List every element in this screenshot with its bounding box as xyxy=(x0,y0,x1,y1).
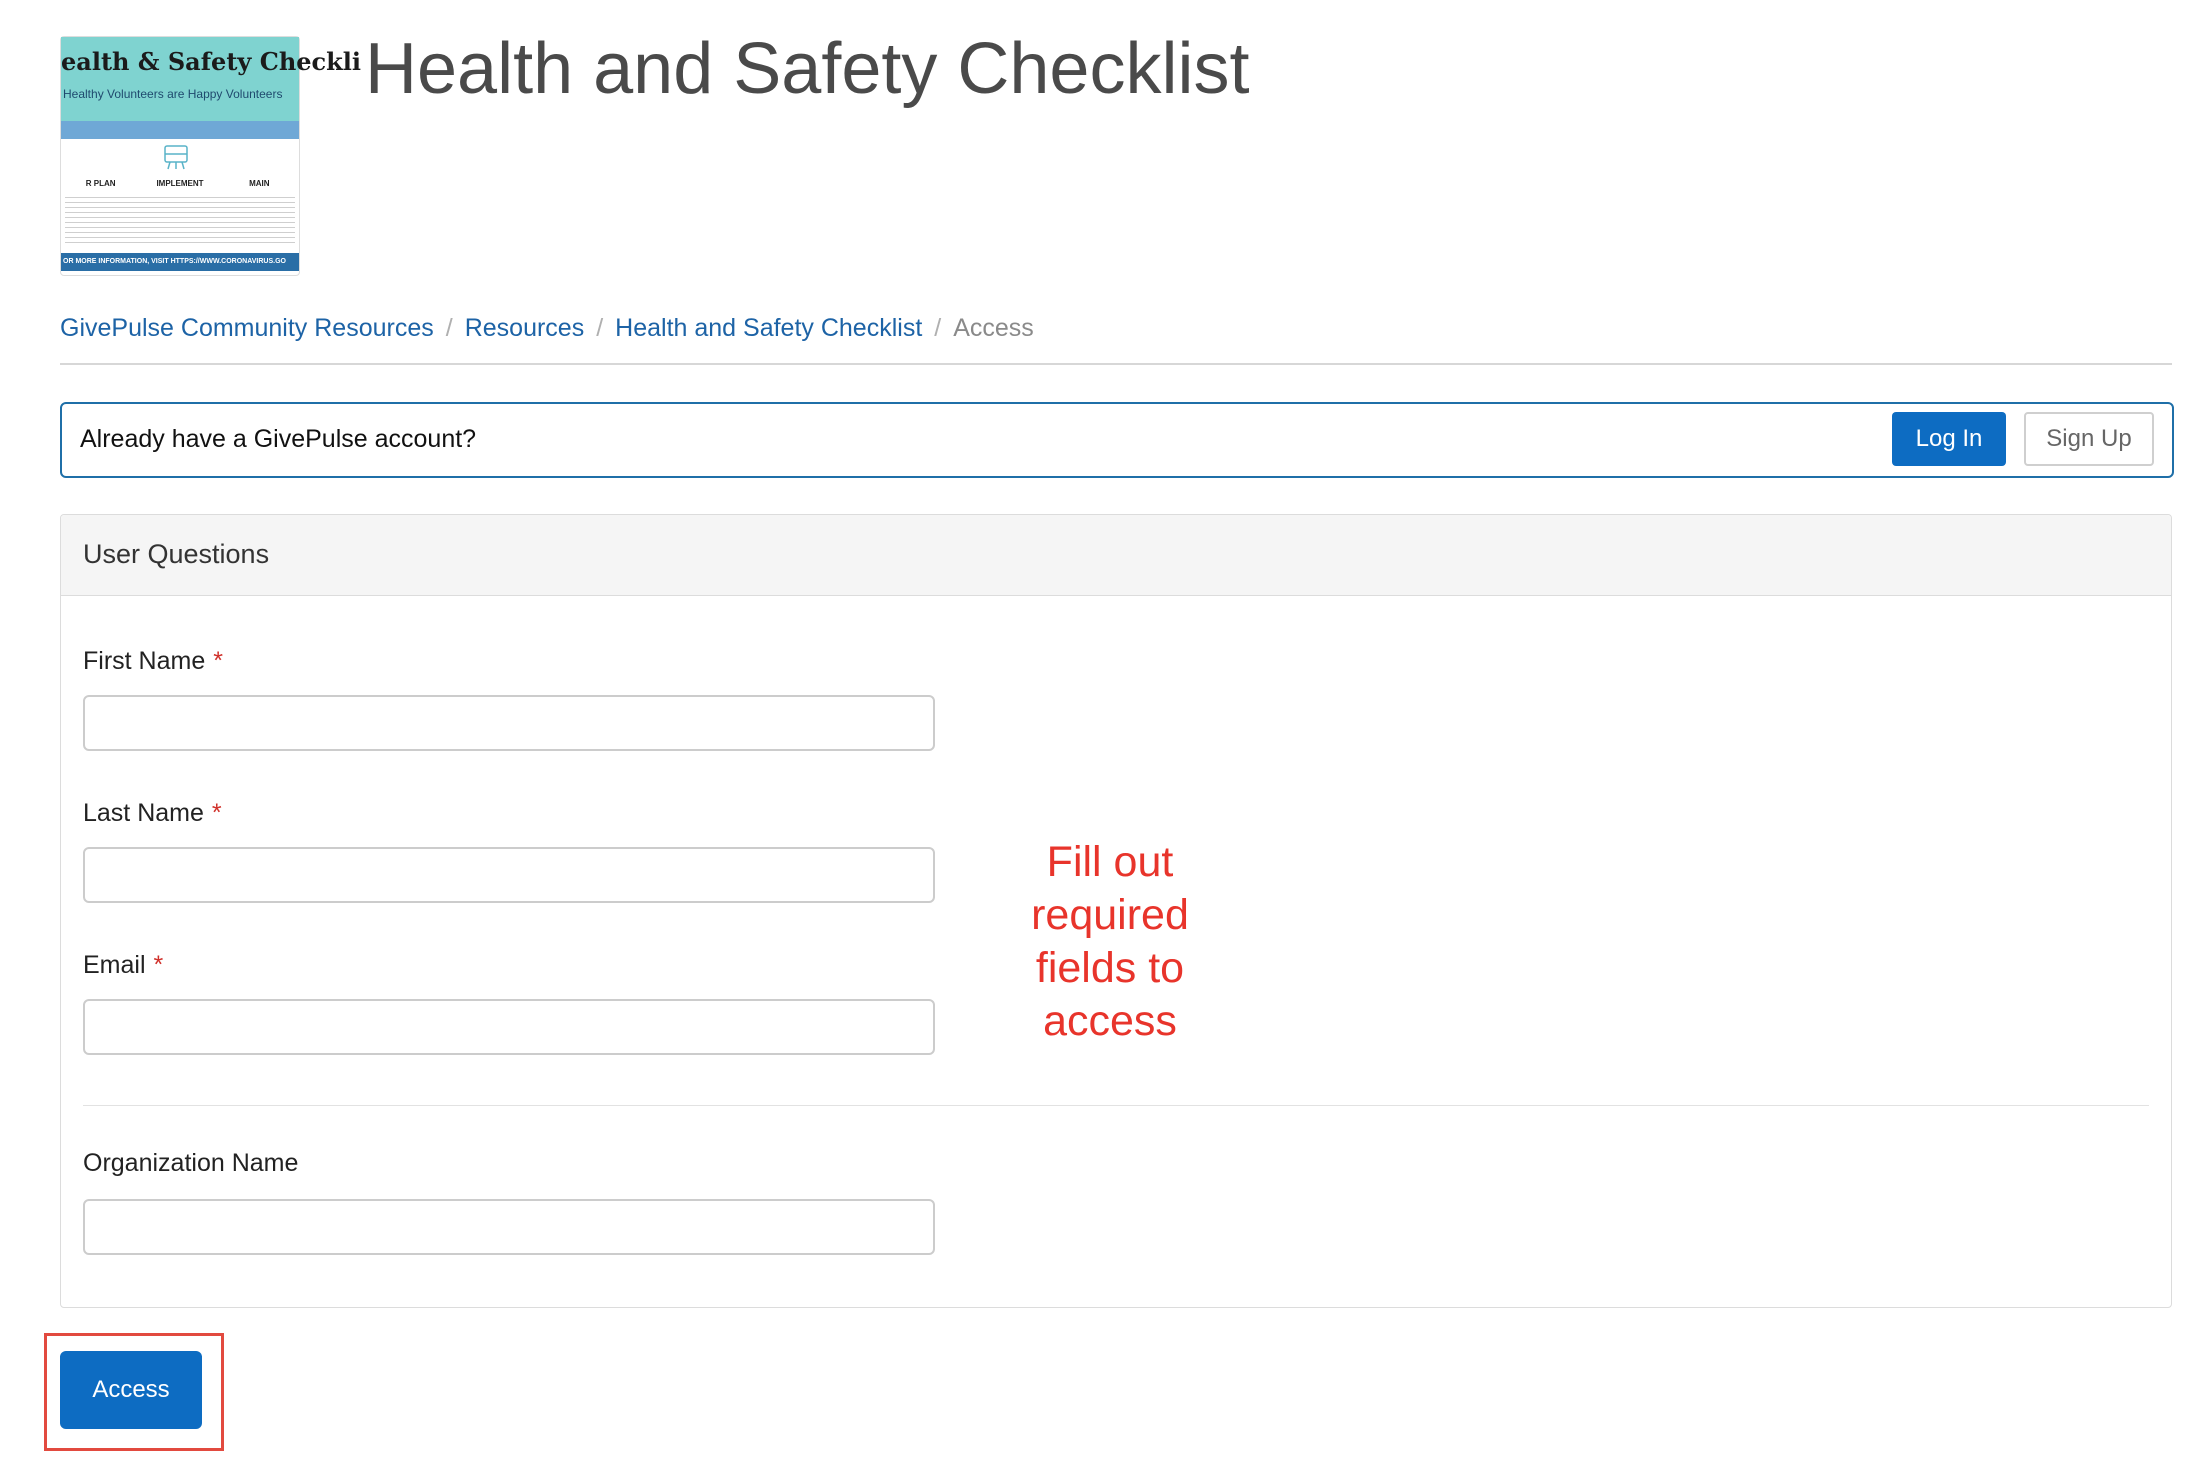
breadcrumb-health-safety-checklist[interactable]: Health and Safety Checklist xyxy=(615,314,923,342)
annotation-line: Fill out xyxy=(1046,838,1174,886)
breadcrumb-current: Access xyxy=(953,314,1034,342)
first-name-label xyxy=(83,647,223,676)
organization-name-label-text: Organization Name xyxy=(83,1149,299,1177)
thumbnail-subtitle: Healthy Volunteers are Happy Volunteers xyxy=(63,87,283,101)
breadcrumb-community-resources[interactable]: GivePulse Community Resources xyxy=(60,314,434,342)
thumbnail-columns xyxy=(61,179,299,188)
organization-name-field[interactable] xyxy=(83,1199,935,1255)
thumbnail-title: ealth & Safety Checkli xyxy=(61,47,362,76)
thumbnail-body xyxy=(61,139,299,253)
thumbnail-col-mid: IMPLEMENT xyxy=(156,179,204,188)
access-button[interactable]: Access xyxy=(60,1351,202,1429)
panel-title: User Questions xyxy=(83,539,270,569)
breadcrumb-separator: / xyxy=(445,314,453,342)
annotation-line: access xyxy=(1043,997,1177,1045)
last-name-label-text: Last Name xyxy=(83,799,204,827)
organization-name-label xyxy=(83,1149,298,1178)
signup-button[interactable]: Sign Up xyxy=(2024,412,2154,466)
breadcrumb-separator: / xyxy=(934,314,942,342)
thumbnail-footer: OR MORE INFORMATION, VISIT HTTPS://WWW.CORONAVIRUS.GO xyxy=(61,253,299,271)
breadcrumb xyxy=(60,314,1034,343)
annotation-line: required xyxy=(1031,891,1189,939)
required-marker: * xyxy=(211,799,222,827)
required-marker: * xyxy=(213,647,223,675)
thumbnail-text-lines xyxy=(65,193,295,247)
email-label xyxy=(83,951,163,980)
thumbnail-col-right: MAIN xyxy=(249,179,270,188)
email-field[interactable] xyxy=(83,999,935,1055)
first-name-label-text: First Name xyxy=(83,647,206,675)
thumbnail-band xyxy=(61,121,299,139)
breadcrumb-resources[interactable]: Resources xyxy=(464,314,585,342)
login-button[interactable]: Log In xyxy=(1892,412,2006,466)
form-divider xyxy=(83,1105,2149,1106)
instruction-annotation xyxy=(990,836,1230,1048)
broom-icon xyxy=(161,143,191,171)
breadcrumb-separator: / xyxy=(596,314,604,342)
last-name-label xyxy=(83,799,222,828)
last-name-field[interactable] xyxy=(83,847,935,903)
thumbnail-header xyxy=(61,37,362,121)
page-title: Health and Safety Checklist xyxy=(365,29,1250,109)
account-prompt-text: Already have a GivePulse account? xyxy=(80,425,477,453)
resource-thumbnail xyxy=(60,36,362,276)
account-prompt-bar xyxy=(60,402,2174,478)
email-label-text: Email xyxy=(83,951,146,979)
first-name-field[interactable] xyxy=(83,695,935,751)
thumbnail-col-left: R PLAN xyxy=(85,179,116,188)
required-marker: * xyxy=(153,951,164,979)
annotation-line: fields to xyxy=(1035,944,1185,992)
header-divider xyxy=(60,363,2172,365)
panel-header xyxy=(61,515,2171,596)
